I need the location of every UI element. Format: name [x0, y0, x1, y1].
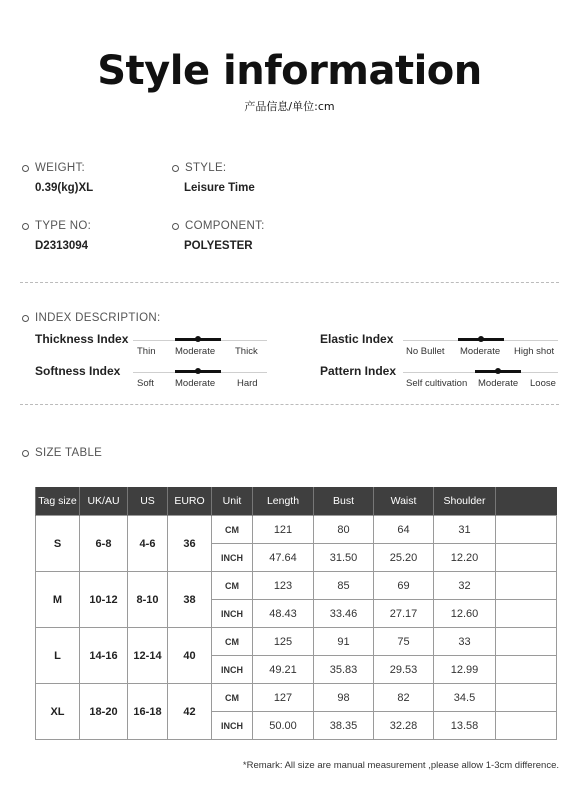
measurement-cell: 12.20	[434, 544, 496, 572]
unit-cell: CM	[212, 516, 253, 544]
measurement-cell: 13.58	[434, 712, 496, 740]
column-header: Unit	[212, 487, 253, 516]
us-cell: 16-18	[128, 684, 168, 740]
euro-cell: 36	[168, 516, 212, 572]
measurement-cell: 69	[374, 572, 434, 600]
thickness-index-scale	[133, 337, 267, 357]
page-title: Style information	[97, 48, 482, 94]
section-divider	[20, 282, 559, 283]
us-cell: 12-14	[128, 628, 168, 684]
unit-cell: CM	[212, 572, 253, 600]
page-subtitle: 产品信息/单位:cm	[244, 100, 335, 113]
empty-cell	[496, 544, 557, 572]
type-label: TYPE NO:	[35, 220, 92, 232]
component-label: COMPONENT:	[185, 220, 265, 232]
index-label-group	[22, 312, 161, 324]
unit-cell: INCH	[212, 712, 253, 740]
measurement-cell: 125	[253, 628, 314, 656]
table-row	[36, 516, 557, 544]
softness-index-label: Softness Index	[35, 364, 121, 378]
measurement-cell: 31.50	[314, 544, 374, 572]
unit-cell: INCH	[212, 656, 253, 684]
measurement-cell: 27.17	[374, 600, 434, 628]
scale-option: Soft	[137, 378, 154, 389]
circle-bullet-icon	[22, 450, 29, 457]
thickness-index-label: Thickness Index	[35, 332, 129, 346]
measurement-cell: 25.20	[374, 544, 434, 572]
empty-cell	[496, 600, 557, 628]
measurement-cell: 98	[314, 684, 374, 712]
uk-au-cell: 6-8	[80, 516, 128, 572]
measurement-cell: 29.53	[374, 656, 434, 684]
empty-cell	[496, 628, 557, 656]
component-label-group	[172, 220, 265, 232]
unit-cell: INCH	[212, 600, 253, 628]
scale-option: Hard	[237, 378, 258, 389]
measurement-cell: 85	[314, 572, 374, 600]
circle-bullet-icon	[172, 223, 179, 230]
softness-index-scale	[133, 369, 267, 389]
us-cell: 8-10	[128, 572, 168, 628]
measurement-cell: 91	[314, 628, 374, 656]
circle-bullet-icon	[172, 165, 179, 172]
euro-cell: 42	[168, 684, 212, 740]
tag-size-cell: L	[36, 628, 80, 684]
measurement-cell: 127	[253, 684, 314, 712]
elastic-index-scale	[403, 337, 558, 357]
empty-cell	[496, 516, 557, 544]
measurement-cell: 64	[374, 516, 434, 544]
elastic-index-label: Elastic Index	[320, 332, 394, 346]
remark-text: *Remark: All size are manual measurement ,please allow 1-3cm difference.	[242, 760, 559, 771]
weight-label-group	[22, 162, 85, 174]
measurement-cell: 49.21	[253, 656, 314, 684]
measurement-cell: 33	[434, 628, 496, 656]
column-header: Waist	[374, 487, 434, 516]
tag-size-cell: XL	[36, 684, 80, 740]
measurement-cell: 32	[434, 572, 496, 600]
us-cell: 4-6	[128, 516, 168, 572]
measurement-cell: 12.60	[434, 600, 496, 628]
measurement-cell: 33.46	[314, 600, 374, 628]
column-header: UK/AU	[80, 487, 128, 516]
scale-option-selected: Moderate	[175, 378, 216, 389]
style-label: STYLE:	[185, 162, 227, 174]
circle-bullet-icon	[22, 165, 29, 172]
component-value: POLYESTER	[184, 240, 253, 252]
column-header: Bust	[314, 487, 374, 516]
measurement-cell: 82	[374, 684, 434, 712]
scale-option-selected: Moderate	[460, 346, 501, 357]
size-table-label: SIZE TABLE	[35, 447, 103, 459]
uk-au-cell: 14-16	[80, 628, 128, 684]
table-row	[36, 572, 557, 600]
table-header-row	[36, 487, 557, 516]
empty-cell	[496, 572, 557, 600]
empty-cell	[496, 684, 557, 712]
weight-value: 0.39(kg)XL	[35, 182, 94, 194]
measurement-cell: 47.64	[253, 544, 314, 572]
measurement-cell: 12.99	[434, 656, 496, 684]
empty-cell	[496, 656, 557, 684]
euro-cell: 38	[168, 572, 212, 628]
measurement-cell: 48.43	[253, 600, 314, 628]
column-header: EURO	[168, 487, 212, 516]
scale-option: Thick	[235, 346, 258, 357]
table-row	[36, 628, 557, 656]
circle-bullet-icon	[22, 315, 29, 322]
size-table	[35, 487, 557, 740]
scale-option: No Bullet	[406, 346, 445, 357]
scale-option: Self cultivation	[406, 378, 468, 389]
euro-cell: 40	[168, 628, 212, 684]
type-label-group	[22, 220, 91, 232]
measurement-cell: 32.28	[374, 712, 434, 740]
size-table-label-group	[22, 447, 102, 459]
measurement-cell: 35.83	[314, 656, 374, 684]
scale-option-selected: Moderate	[478, 378, 519, 389]
unit-cell: CM	[212, 628, 253, 656]
table-row	[36, 684, 557, 712]
measurement-cell: 75	[374, 628, 434, 656]
column-header: Length	[253, 487, 314, 516]
section-divider	[20, 404, 559, 405]
style-label-group	[172, 162, 226, 174]
measurement-cell: 121	[253, 516, 314, 544]
scale-option: Loose	[530, 378, 556, 389]
scale-option-selected: Moderate	[175, 346, 216, 357]
column-header-blank	[496, 487, 557, 516]
unit-cell: INCH	[212, 544, 253, 572]
tag-size-cell: M	[36, 572, 80, 628]
measurement-cell: 50.00	[253, 712, 314, 740]
type-value: D2313094	[35, 240, 89, 252]
column-header: Tag size	[36, 487, 80, 516]
measurement-cell: 80	[314, 516, 374, 544]
weight-label: WEIGHT:	[35, 162, 86, 174]
unit-cell: CM	[212, 684, 253, 712]
column-header: US	[128, 487, 168, 516]
circle-bullet-icon	[22, 223, 29, 230]
style-value: Leisure Time	[184, 182, 255, 194]
empty-cell	[496, 712, 557, 740]
column-header: Shoulder	[434, 487, 496, 516]
scale-option: Thin	[137, 346, 156, 357]
measurement-cell: 31	[434, 516, 496, 544]
pattern-index-label: Pattern Index	[320, 364, 397, 378]
measurement-cell: 34.5	[434, 684, 496, 712]
measurement-cell: 38.35	[314, 712, 374, 740]
pattern-index-scale	[403, 369, 558, 389]
tag-size-cell: S	[36, 516, 80, 572]
uk-au-cell: 18-20	[80, 684, 128, 740]
uk-au-cell: 10-12	[80, 572, 128, 628]
measurement-cell: 123	[253, 572, 314, 600]
scale-option: High shot	[514, 346, 555, 357]
index-section-label: INDEX DESCRIPTION:	[35, 312, 161, 324]
